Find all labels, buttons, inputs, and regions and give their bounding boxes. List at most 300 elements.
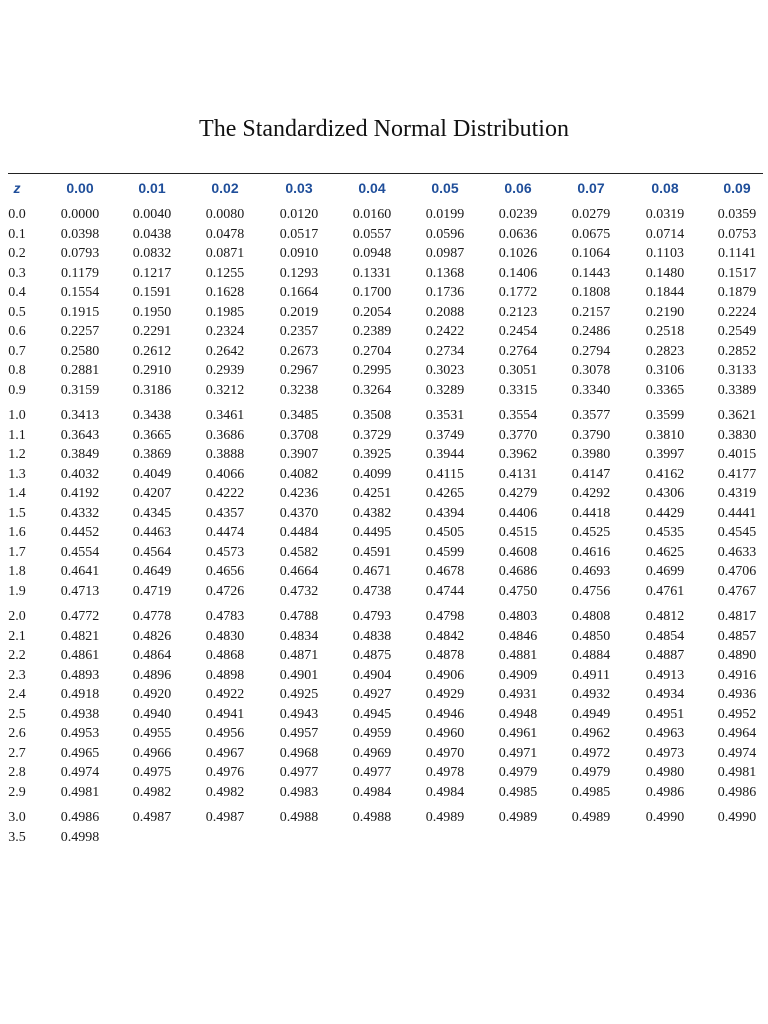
table-cell: 0.4265 — [425, 486, 465, 501]
table-cell: 0.3770 — [498, 428, 538, 443]
table-cell: 0.4989 — [571, 810, 611, 825]
table-cell: 0.4966 — [132, 746, 172, 761]
z-row-label: 1.5 — [8, 506, 26, 521]
table-cell: 0.4864 — [132, 648, 172, 663]
table-cell: 0.4788 — [279, 609, 319, 624]
z-row-label: 2.4 — [8, 687, 26, 702]
table-cell: 0.4875 — [352, 648, 392, 663]
table-cell: 0.4826 — [132, 629, 172, 644]
column-header-0.05: 0.05 — [431, 180, 459, 196]
table-cell: 0.3554 — [498, 408, 538, 423]
column-header-0.06: 0.06 — [504, 180, 532, 196]
table-cell: 0.4573 — [205, 545, 245, 560]
table-cell: 0.4980 — [645, 765, 685, 780]
table-cell: 0.3485 — [279, 408, 319, 423]
column-header-0.08: 0.08 — [651, 180, 679, 196]
table-cell: 0.3133 — [717, 363, 757, 378]
table-cell: 0.1064 — [571, 246, 611, 261]
table-cell: 0.4292 — [571, 486, 611, 501]
column-header-0.01: 0.01 — [138, 180, 166, 196]
table-cell: 0.4798 — [425, 609, 465, 624]
table-cell: 0.4979 — [498, 765, 538, 780]
table-cell: 0.4946 — [425, 707, 465, 722]
table-cell: 0.4978 — [425, 765, 465, 780]
table-cell: 0.4649 — [132, 564, 172, 579]
table-cell: 0.2764 — [498, 344, 538, 359]
table-cell: 0.4878 — [425, 648, 465, 663]
z-row-label: 2.7 — [8, 746, 26, 761]
table-cell: 0.4854 — [645, 629, 685, 644]
table-cell: 0.4082 — [279, 467, 319, 482]
table-cell: 0.4616 — [571, 545, 611, 560]
table-cell: 0.2224 — [717, 305, 757, 320]
table-cell: 0.4982 — [205, 785, 245, 800]
table-cell: 0.4803 — [498, 609, 538, 624]
table-cell: 0.4967 — [205, 746, 245, 761]
table-cell: 0.4821 — [60, 629, 100, 644]
table-cell: 0.4987 — [132, 810, 172, 825]
table-cell: 0.4985 — [498, 785, 538, 800]
table-cell: 0.3621 — [717, 408, 757, 423]
table-cell: 0.1179 — [61, 266, 99, 281]
table-cell: 0.4591 — [352, 545, 392, 560]
table-cell: 0.4345 — [132, 506, 172, 521]
table-cell: 0.4985 — [571, 785, 611, 800]
table-cell: 0.4901 — [279, 668, 319, 683]
table-cell: 0.3810 — [645, 428, 685, 443]
table-cell: 0.1772 — [498, 285, 538, 300]
table-cell: 0.4920 — [132, 687, 172, 702]
table-cell: 0.1879 — [717, 285, 757, 300]
z-row-label: 2.8 — [8, 765, 26, 780]
table-cell: 0.2357 — [279, 324, 319, 339]
table-cell: 0.3686 — [205, 428, 245, 443]
z-row-label: 1.7 — [8, 545, 26, 560]
table-cell: 0.0948 — [352, 246, 392, 261]
table-cell: 0.4726 — [205, 584, 245, 599]
table-cell: 0.4525 — [571, 525, 611, 540]
z-row-label: 0.2 — [8, 246, 26, 261]
table-cell: 0.4969 — [352, 746, 392, 761]
table-cell: 0.4162 — [645, 467, 685, 482]
table-cell: 0.3365 — [645, 383, 685, 398]
table-cell: 0.4099 — [352, 467, 392, 482]
table-cell: 0.4981 — [60, 785, 100, 800]
table-cell: 0.0714 — [645, 227, 685, 242]
table-cell: 0.4887 — [645, 648, 685, 663]
table-cell: 0.4904 — [352, 668, 392, 683]
table-cell: 0.4986 — [717, 785, 757, 800]
z-row-label: 0.7 — [8, 344, 26, 359]
table-cell: 0.4783 — [205, 609, 245, 624]
table-cell: 0.2291 — [132, 324, 172, 339]
column-header-0.09: 0.09 — [723, 180, 751, 196]
table-cell: 0.4988 — [352, 810, 392, 825]
table-cell: 0.3708 — [279, 428, 319, 443]
table-cell: 0.4990 — [645, 810, 685, 825]
table-cell: 0.4812 — [645, 609, 685, 624]
table-cell: 0.4986 — [645, 785, 685, 800]
table-cell: 0.0753 — [717, 227, 757, 242]
table-cell: 0.4938 — [60, 707, 100, 722]
table-cell: 0.4896 — [132, 668, 172, 683]
table-cell: 0.1293 — [279, 266, 319, 281]
table-cell: 0.4406 — [498, 506, 538, 521]
table-cell: 0.3888 — [205, 447, 245, 462]
table-cell: 0.4989 — [425, 810, 465, 825]
table-cell: 0.4032 — [60, 467, 100, 482]
table-cell: 0.2486 — [571, 324, 611, 339]
table-cell: 0.2549 — [717, 324, 757, 339]
table-cell: 0.4842 — [425, 629, 465, 644]
table-cell: 0.4332 — [60, 506, 100, 521]
table-cell: 0.4898 — [205, 668, 245, 683]
table-cell: 0.2939 — [205, 363, 245, 378]
table-cell: 0.2881 — [60, 363, 100, 378]
table-cell: 0.4990 — [717, 810, 757, 825]
table-cell: 0.2518 — [645, 324, 685, 339]
table-cell: 0.3315 — [498, 383, 538, 398]
table-cell: 0.3869 — [132, 447, 172, 462]
table-cell: 0.4656 — [205, 564, 245, 579]
table-cell: 0.4015 — [717, 447, 757, 462]
table-cell: 0.1480 — [645, 266, 685, 281]
table-cell: 0.2019 — [279, 305, 319, 320]
table-cell: 0.4871 — [279, 648, 319, 663]
table-cell: 0.4693 — [571, 564, 611, 579]
table-cell: 0.4778 — [132, 609, 172, 624]
table-cell: 0.3461 — [205, 408, 245, 423]
table-cell: 0.4474 — [205, 525, 245, 540]
z-row-label: 1.9 — [8, 584, 26, 599]
table-cell: 0.4545 — [717, 525, 757, 540]
table-cell: 0.4625 — [645, 545, 685, 560]
z-row-label: 0.1 — [8, 227, 26, 242]
table-cell: 0.3749 — [425, 428, 465, 443]
table-cell: 0.4049 — [132, 467, 172, 482]
table-cell: 0.1517 — [717, 266, 757, 281]
z-row-label: 1.6 — [8, 525, 26, 540]
table-cell: 0.4957 — [279, 726, 319, 741]
table-cell: 0.4306 — [645, 486, 685, 501]
table-cell: 0.4370 — [279, 506, 319, 521]
table-cell: 0.4429 — [645, 506, 685, 521]
table-cell: 0.4941 — [205, 707, 245, 722]
table-cell: 0.2257 — [60, 324, 100, 339]
z-row-label: 0.3 — [8, 266, 26, 281]
table-cell: 0.3599 — [645, 408, 685, 423]
table-cell: 0.4953 — [60, 726, 100, 741]
table-cell: 0.4838 — [352, 629, 392, 644]
table-cell: 0.0239 — [498, 207, 538, 222]
table-cell: 0.2190 — [645, 305, 685, 320]
table-cell: 0.4964 — [717, 726, 757, 741]
table-cell: 0.3997 — [645, 447, 685, 462]
table-cell: 0.1664 — [279, 285, 319, 300]
table-cell: 0.4382 — [352, 506, 392, 521]
table-cell: 0.4983 — [279, 785, 319, 800]
table-cell: 0.4834 — [279, 629, 319, 644]
z-row-label: 1.4 — [8, 486, 26, 501]
table-cell: 0.4515 — [498, 525, 538, 540]
z-row-label: 2.9 — [8, 785, 26, 800]
table-cell: 0.0557 — [352, 227, 392, 242]
z-row-label: 2.1 — [8, 629, 26, 644]
table-cell: 0.0040 — [132, 207, 172, 222]
table-cell: 0.3531 — [425, 408, 465, 423]
table-cell: 0.2995 — [352, 363, 392, 378]
table-cell: 0.3643 — [60, 428, 100, 443]
table-cell: 0.2612 — [132, 344, 172, 359]
table-cell: 0.4961 — [498, 726, 538, 741]
table-cell: 0.1844 — [645, 285, 685, 300]
table-cell: 0.4932 — [571, 687, 611, 702]
table-cell: 0.1591 — [132, 285, 172, 300]
table-cell: 0.3962 — [498, 447, 538, 462]
table-cell: 0.4977 — [352, 765, 392, 780]
table-cell: 0.4484 — [279, 525, 319, 540]
table-cell: 0.4949 — [571, 707, 611, 722]
table-cell: 0.4984 — [425, 785, 465, 800]
table-cell: 0.4911 — [572, 668, 610, 683]
table-cell: 0.0478 — [205, 227, 245, 242]
table-cell: 0.0987 — [425, 246, 465, 261]
table-cell: 0.3238 — [279, 383, 319, 398]
table-cell: 0.3925 — [352, 447, 392, 462]
table-cell: 0.3944 — [425, 447, 465, 462]
table-cell: 0.4850 — [571, 629, 611, 644]
z-row-label: 0.0 — [8, 207, 26, 222]
table-cell: 0.0000 — [60, 207, 100, 222]
table-cell: 0.0871 — [205, 246, 245, 261]
table-cell: 0.4678 — [425, 564, 465, 579]
table-cell: 0.1141 — [718, 246, 756, 261]
table-cell: 0.2389 — [352, 324, 392, 339]
column-header-0.03: 0.03 — [285, 180, 313, 196]
table-cell: 0.4963 — [645, 726, 685, 741]
table-cell: 0.2123 — [498, 305, 538, 320]
table-cell: 0.4357 — [205, 506, 245, 521]
table-cell: 0.2054 — [352, 305, 392, 320]
table-cell: 0.4554 — [60, 545, 100, 560]
table-cell: 0.1808 — [571, 285, 611, 300]
table-cell: 0.4756 — [571, 584, 611, 599]
table-cell: 0.2157 — [571, 305, 611, 320]
table-cell: 0.4960 — [425, 726, 465, 741]
table-cell: 0.4940 — [132, 707, 172, 722]
table-cell: 0.4948 — [498, 707, 538, 722]
table-cell: 0.3790 — [571, 428, 611, 443]
table-cell: 0.0793 — [60, 246, 100, 261]
table-cell: 0.4115 — [426, 467, 464, 482]
table-cell: 0.0675 — [571, 227, 611, 242]
table-cell: 0.3051 — [498, 363, 538, 378]
table-cell: 0.3508 — [352, 408, 392, 423]
z-row-label: 2.2 — [8, 648, 26, 663]
table-cell: 0.4979 — [571, 765, 611, 780]
z-row-label: 2.3 — [8, 668, 26, 683]
table-cell: 0.4986 — [60, 810, 100, 825]
table-cell: 0.4956 — [205, 726, 245, 741]
table-cell: 0.1103 — [646, 246, 684, 261]
table-cell: 0.4974 — [60, 765, 100, 780]
table-cell: 0.3389 — [717, 383, 757, 398]
z-row-label: 0.4 — [8, 285, 26, 300]
table-cell: 0.3340 — [571, 383, 611, 398]
table-cell: 0.4251 — [352, 486, 392, 501]
table-cell: 0.2823 — [645, 344, 685, 359]
table-cell: 0.1443 — [571, 266, 611, 281]
table-cell: 0.1368 — [425, 266, 465, 281]
table-cell: 0.4984 — [352, 785, 392, 800]
table-cell: 0.4582 — [279, 545, 319, 560]
table-cell: 0.1985 — [205, 305, 245, 320]
z-row-label: 2.5 — [8, 707, 26, 722]
table-cell: 0.1255 — [205, 266, 245, 281]
table-cell: 0.4147 — [571, 467, 611, 482]
table-cell: 0.3106 — [645, 363, 685, 378]
table-cell: 0.4279 — [498, 486, 538, 501]
table-cell: 0.3159 — [60, 383, 100, 398]
table-cell: 0.4236 — [279, 486, 319, 501]
z-row-label: 1.1 — [8, 428, 26, 443]
table-cell: 0.2673 — [279, 344, 319, 359]
table-cell: 0.3849 — [60, 447, 100, 462]
table-cell: 0.3830 — [717, 428, 757, 443]
table-cell: 0.3212 — [205, 383, 245, 398]
table-cell: 0.4495 — [352, 525, 392, 540]
table-cell: 0.4418 — [571, 506, 611, 521]
table-cell: 0.2910 — [132, 363, 172, 378]
table-cell: 0.4732 — [279, 584, 319, 599]
z-row-label: 2.0 — [8, 609, 26, 624]
table-cell: 0.4884 — [571, 648, 611, 663]
table-cell: 0.4955 — [132, 726, 172, 741]
table-cell: 0.2642 — [205, 344, 245, 359]
table-cell: 0.4808 — [571, 609, 611, 624]
table-cell: 0.4987 — [205, 810, 245, 825]
column-header-0.04: 0.04 — [358, 180, 386, 196]
table-cell: 0.3264 — [352, 383, 392, 398]
z-row-label: 0.9 — [8, 383, 26, 398]
z-row-label: 0.6 — [8, 324, 26, 339]
table-cell: 0.4931 — [498, 687, 538, 702]
table-cell: 0.4998 — [60, 830, 100, 845]
table-cell: 0.4441 — [717, 506, 757, 521]
table-cell: 0.4968 — [279, 746, 319, 761]
table-cell: 0.2454 — [498, 324, 538, 339]
table-cell: 0.4599 — [425, 545, 465, 560]
table-cell: 0.0438 — [132, 227, 172, 242]
table-cell: 0.4664 — [279, 564, 319, 579]
table-cell: 0.4975 — [132, 765, 172, 780]
z-row-label: 2.6 — [8, 726, 26, 741]
table-cell: 0.0359 — [717, 207, 757, 222]
table-cell: 0.1628 — [205, 285, 245, 300]
table-cell: 0.2967 — [279, 363, 319, 378]
table-cell: 0.4319 — [717, 486, 757, 501]
table-cell: 0.4207 — [132, 486, 172, 501]
table-cell: 0.4918 — [60, 687, 100, 702]
table-cell: 0.2794 — [571, 344, 611, 359]
table-cell: 0.4817 — [717, 609, 757, 624]
table-cell: 0.4971 — [498, 746, 538, 761]
table-cell: 0.1406 — [498, 266, 538, 281]
table-cell: 0.4686 — [498, 564, 538, 579]
table-cell: 0.2704 — [352, 344, 392, 359]
table-cell: 0.4906 — [425, 668, 465, 683]
table-cell: 0.4988 — [279, 810, 319, 825]
table-cell: 0.0120 — [279, 207, 319, 222]
table-cell: 0.4857 — [717, 629, 757, 644]
table-cell: 0.2734 — [425, 344, 465, 359]
z-row-label: 0.8 — [8, 363, 26, 378]
table-cell: 0.4972 — [571, 746, 611, 761]
column-header-0.02: 0.02 — [211, 180, 239, 196]
table-cell: 0.2580 — [60, 344, 100, 359]
table-cell: 0.4772 — [60, 609, 100, 624]
table-cell: 0.4608 — [498, 545, 538, 560]
table-cell: 0.3907 — [279, 447, 319, 462]
table-cell: 0.0398 — [60, 227, 100, 242]
table-cell: 0.4846 — [498, 629, 538, 644]
table-cell: 0.4750 — [498, 584, 538, 599]
table-cell: 0.3665 — [132, 428, 172, 443]
table-cell: 0.4922 — [205, 687, 245, 702]
table-cell: 0.1554 — [60, 285, 100, 300]
table-cell: 0.3023 — [425, 363, 465, 378]
document-title: The Standardized Normal Distribution — [199, 116, 569, 142]
table-cell: 0.4977 — [279, 765, 319, 780]
table-cell: 0.2422 — [425, 324, 465, 339]
table-cell: 0.3289 — [425, 383, 465, 398]
table-cell: 0.4177 — [717, 467, 757, 482]
column-header-0.07: 0.07 — [577, 180, 605, 196]
table-cell: 0.4868 — [205, 648, 245, 663]
table-cell: 0.2088 — [425, 305, 465, 320]
table-cell: 0.4916 — [717, 668, 757, 683]
table-cell: 0.4222 — [205, 486, 245, 501]
table-cell: 0.4463 — [132, 525, 172, 540]
table-cell: 0.1915 — [60, 305, 100, 320]
table-cell: 0.4706 — [717, 564, 757, 579]
table-cell: 0.4952 — [717, 707, 757, 722]
table-cell: 0.4913 — [645, 668, 685, 683]
table-cell: 0.4927 — [352, 687, 392, 702]
table-cell: 0.4936 — [717, 687, 757, 702]
table-cell: 0.4744 — [425, 584, 465, 599]
table-cell: 0.4962 — [571, 726, 611, 741]
table-cell: 0.4909 — [498, 668, 538, 683]
table-cell: 0.0279 — [571, 207, 611, 222]
table-cell: 0.4719 — [132, 584, 172, 599]
table-cell: 0.4929 — [425, 687, 465, 702]
table-cell: 0.4761 — [645, 584, 685, 599]
table-cell: 0.0160 — [352, 207, 392, 222]
table-cell: 0.1331 — [352, 266, 392, 281]
table-cell: 0.1217 — [132, 266, 172, 281]
table-cell: 0.4713 — [60, 584, 100, 599]
table-cell: 0.4699 — [645, 564, 685, 579]
table-cell: 0.4767 — [717, 584, 757, 599]
table-cell: 0.4893 — [60, 668, 100, 683]
table-cell: 0.1026 — [498, 246, 538, 261]
z-row-label: 1.0 — [8, 408, 26, 423]
table-cell: 0.4934 — [645, 687, 685, 702]
table-cell: 0.4959 — [352, 726, 392, 741]
table-cell: 0.0199 — [425, 207, 465, 222]
z-row-label: 1.8 — [8, 564, 26, 579]
